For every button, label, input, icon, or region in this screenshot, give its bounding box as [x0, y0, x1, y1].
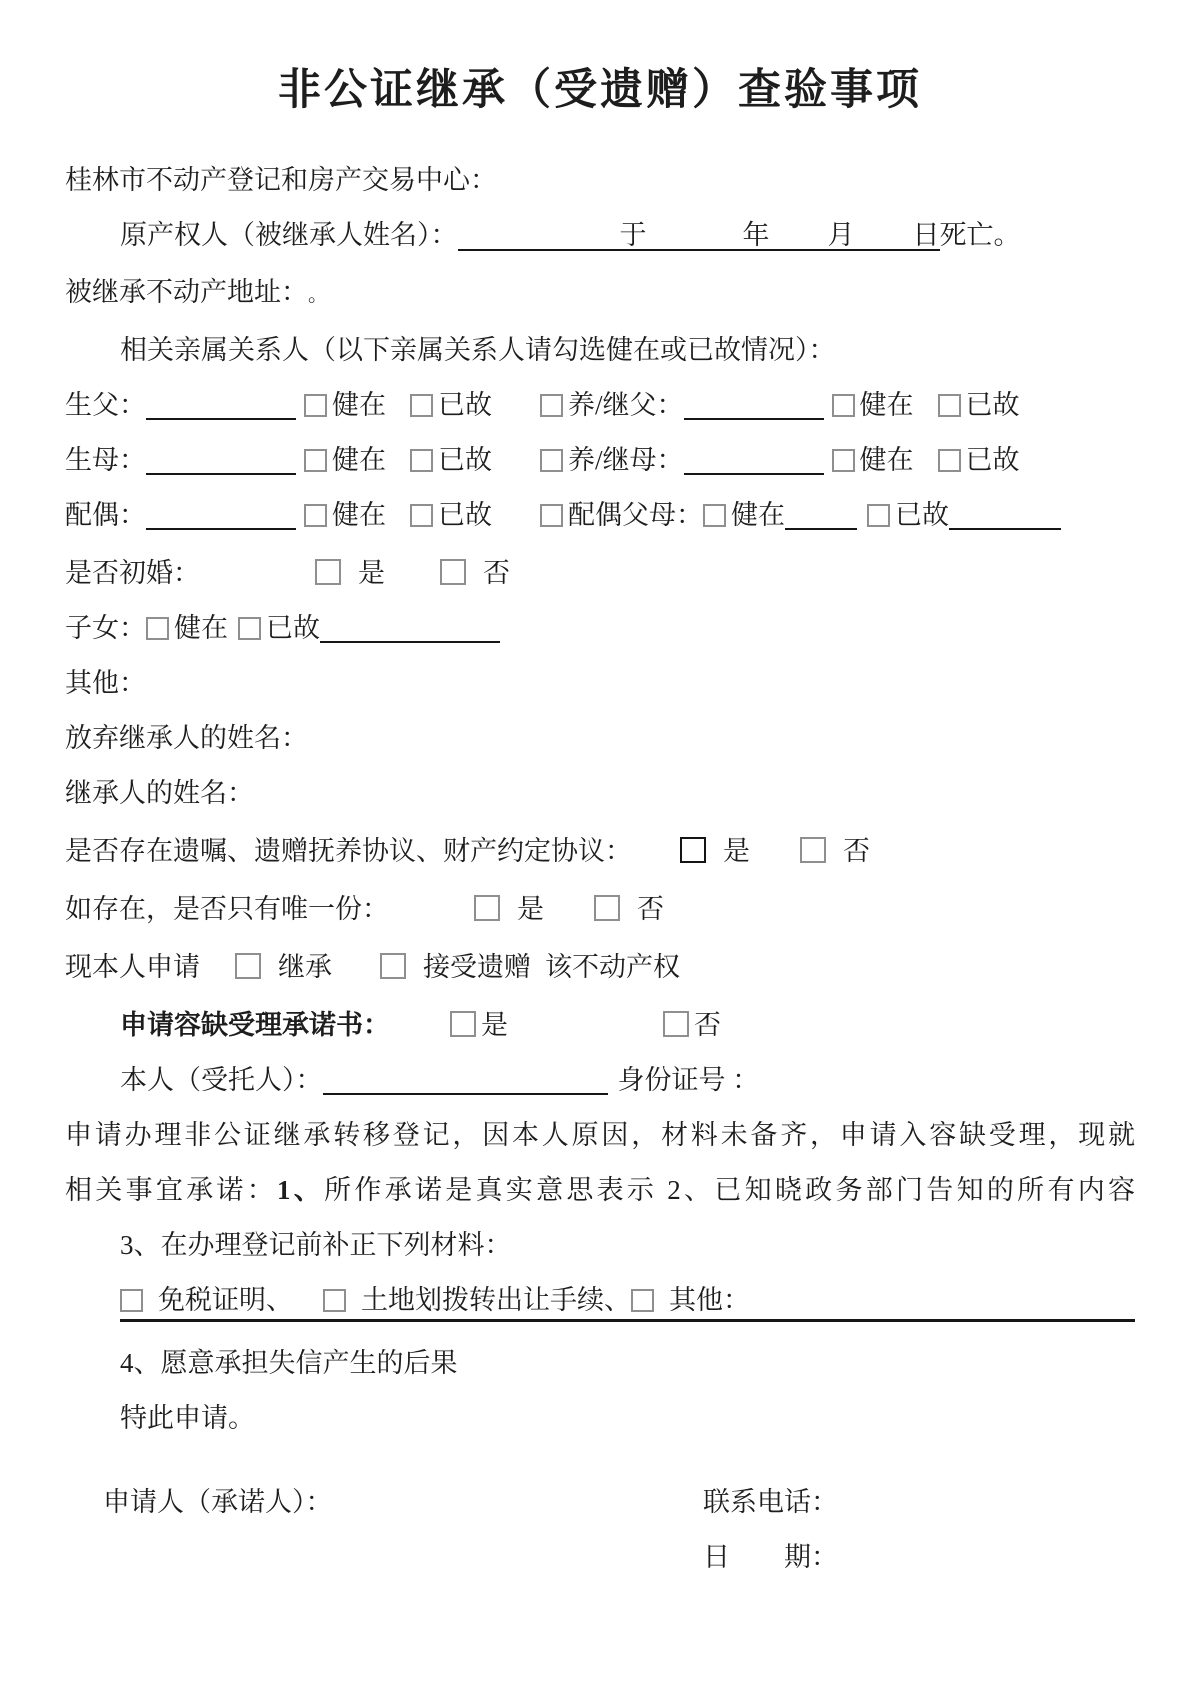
row-renounce [65, 724, 1135, 752]
checkbox-birth-father-deceased[interactable] [410, 394, 433, 417]
checkbox-material-land[interactable] [323, 1289, 346, 1312]
adoptive-father-alive-label: 健在 [859, 390, 914, 420]
birth-father-alive-label: 健在 [332, 390, 386, 420]
checkbox-spouse-deceased[interactable] [410, 504, 433, 527]
material-tax-label: 免税证明、 [158, 1285, 293, 1315]
recipient-line [65, 166, 1135, 194]
spouse-group [65, 501, 540, 529]
first-marriage-yes-label: 是 [358, 558, 385, 588]
spouse-deceased-label: 已故 [438, 500, 492, 530]
form-title: 非公证继承（受遗赠）查验事项 [278, 67, 922, 114]
row-item3 [120, 1231, 1135, 1259]
date-label: 日 期： [703, 1542, 838, 1572]
spouse-name-field[interactable] [146, 528, 296, 530]
checkbox-unique-yes[interactable] [474, 895, 500, 921]
checkbox-will-no[interactable] [800, 837, 826, 863]
checkbox-material-tax[interactable] [120, 1289, 143, 1312]
spouse-parents-label: 配偶父母： [568, 500, 703, 530]
row-date [103, 1543, 1135, 1571]
address-period: 。 [308, 284, 328, 306]
adoptive-mother-group [540, 445, 1020, 475]
checkbox-material-other[interactable] [631, 1289, 654, 1312]
id-number-label: 身份证号 ： [617, 1065, 760, 1095]
item4-label: 4、愿意承担失信产生的后果 [120, 1348, 458, 1378]
spouse-parents-alive-field[interactable] [785, 528, 857, 530]
checkbox-spouse-parents-alive[interactable] [703, 504, 726, 527]
address-line [65, 278, 1135, 309]
decedent-name-death-date-field[interactable] [458, 221, 940, 251]
apply-prefix-label: 现本人申请 [65, 952, 200, 982]
spouse-alive-label: 健在 [332, 500, 386, 530]
row-item4 [120, 1349, 1135, 1377]
apply-inherit-label: 继承 [278, 952, 332, 982]
spouse-parents-group [540, 501, 1015, 529]
commitment-line2 [65, 1176, 1135, 1204]
spouse-parents-deceased-label: 已故 [895, 500, 949, 530]
row-agent [120, 1066, 1135, 1094]
row-first-marriage [65, 556, 1135, 587]
row-tolerance [120, 1008, 1135, 1039]
decedent-died-suffix: 死亡。 [939, 220, 1021, 250]
checkbox-first-marriage-yes[interactable] [315, 559, 341, 585]
item3-label: 3、在办理登记前补正下列材料： [120, 1230, 512, 1260]
row-mothers [65, 446, 1135, 474]
relatives-intro-label: 相关亲属关系人（以下亲属关系人请勾选健在或已故情况）： [120, 335, 836, 365]
checkbox-spouse-alive[interactable] [304, 504, 327, 527]
row-will-question [65, 834, 1135, 865]
decedent-year-label: 年 [742, 220, 770, 250]
row-heir [65, 779, 1135, 807]
birth-father-label: 生父： [65, 390, 146, 420]
agent-label: 本人（受托人）： [120, 1065, 323, 1095]
checkbox-birth-father-alive[interactable] [304, 394, 327, 417]
birth-mother-name-field[interactable] [146, 473, 296, 475]
checkbox-children-alive[interactable] [146, 617, 169, 640]
adoptive-mother-label: 养/继母： [568, 445, 684, 475]
checkbox-children-deceased[interactable] [238, 617, 261, 640]
decedent-line [120, 221, 1135, 251]
checkbox-adoptive-father-alive[interactable] [832, 394, 855, 417]
birth-mother-alive-label: 健在 [332, 445, 386, 475]
will-no-label: 否 [843, 836, 870, 866]
row-materials [120, 1286, 1135, 1322]
children-deceased-label: 已故 [266, 613, 320, 643]
row-closing [120, 1404, 1135, 1432]
relatives-intro-line [120, 336, 1135, 364]
commitment-line2-prefix: 相关事宜承诺： [65, 1175, 277, 1205]
decedent-month-label: 月 [827, 220, 855, 250]
children-deceased-field[interactable] [320, 641, 500, 643]
commitment-line2-number: 1、 [277, 1175, 325, 1205]
unique-no-label: 否 [637, 894, 664, 924]
row-unique-question [65, 892, 1135, 923]
other-label: 其他： [65, 668, 146, 698]
commitment-line2-rest: 所作承诺是真实意思表示 2、已知晓政务部门告知的所有内容 [324, 1175, 1136, 1205]
checkbox-adoptive-father[interactable] [540, 394, 563, 417]
apply-bequest-label: 接受遗赠 [423, 952, 531, 982]
will-question-label: 是否存在遗嘱、遗赠抚养协议、财产约定协议： [65, 836, 632, 866]
spouse-parents-alive-label: 健在 [731, 500, 785, 530]
agent-name-field[interactable] [323, 1093, 608, 1095]
birth-mother-label: 生母： [65, 445, 146, 475]
checkbox-adoptive-father-deceased[interactable] [938, 394, 961, 417]
spouse-label: 配偶： [65, 500, 146, 530]
tolerance-no-label: 否 [694, 1010, 721, 1040]
checkbox-spouse-parents-deceased[interactable] [867, 504, 890, 527]
tolerance-label: 申请容缺受理承诺书： [120, 1010, 390, 1040]
birth-father-name-field[interactable] [146, 418, 296, 420]
checkbox-adoptive-mother-deceased[interactable] [938, 449, 961, 472]
commitment-line1: 申请办理非公证继承转移登记，因本人原因，材料未备齐，申请入容缺受理，现就 [65, 1120, 1135, 1150]
checkbox-birth-mother-deceased[interactable] [410, 449, 433, 472]
apply-suffix-label: 该不动产权 [545, 952, 680, 982]
adoptive-father-group [540, 390, 1020, 420]
unique-yes-label: 是 [517, 894, 544, 924]
recipient-label: 桂林市不动产登记和房产交易中心： [65, 165, 497, 195]
decedent-label: 原产权人（被继承人姓名）： [120, 220, 458, 250]
adoptive-father-name-field[interactable] [684, 418, 824, 420]
checkbox-birth-mother-alive[interactable] [304, 449, 327, 472]
row-fathers [65, 391, 1135, 419]
checkbox-adoptive-mother-alive[interactable] [832, 449, 855, 472]
heir-label: 继承人的姓名： [65, 778, 254, 808]
spouse-parents-deceased-field[interactable] [949, 528, 1061, 530]
birth-mother-group [65, 446, 540, 474]
birth-father-group [65, 391, 540, 419]
adoptive-father-deceased-label: 已故 [965, 390, 1020, 420]
row-children [65, 614, 1135, 642]
decedent-yu-label: 于 [619, 220, 647, 250]
row-other [65, 669, 1135, 697]
checkbox-tolerance-no[interactable] [663, 1011, 689, 1037]
phone-label: 联系电话： [703, 1487, 838, 1517]
checkbox-spouse-parents[interactable] [540, 504, 563, 527]
checkbox-apply-bequest[interactable] [380, 953, 406, 979]
address-label: 被继承不动产地址： [65, 277, 308, 307]
adoptive-father-label: 养/继父： [568, 390, 684, 420]
will-yes-label: 是 [723, 836, 750, 866]
checkbox-will-yes[interactable] [680, 837, 706, 863]
material-other-label: 其他： [669, 1285, 750, 1315]
first-marriage-no-label: 否 [483, 558, 510, 588]
material-land-label: 土地划拨转出让手续、 [361, 1285, 631, 1315]
applicant-label: 申请人（承诺人）： [103, 1487, 333, 1517]
adoptive-mother-name-field[interactable] [684, 473, 824, 475]
checkbox-first-marriage-no[interactable] [440, 559, 466, 585]
adoptive-mother-deceased-label: 已故 [965, 445, 1020, 475]
row-signature [103, 1488, 1135, 1516]
adoptive-mother-alive-label: 健在 [859, 445, 914, 475]
children-label: 子女： [65, 613, 146, 643]
checkbox-apply-inherit[interactable] [235, 953, 261, 979]
row-spouse [65, 501, 1135, 529]
tolerance-yes-label: 是 [481, 1010, 508, 1040]
unique-question-label: 如存在，是否只有唯一份： [65, 894, 389, 924]
children-alive-label: 健在 [174, 613, 228, 643]
row-apply [65, 950, 1135, 981]
checkbox-adoptive-mother[interactable] [540, 449, 563, 472]
birth-mother-deceased-label: 已故 [438, 445, 492, 475]
renounce-label: 放弃继承人的姓名： [65, 723, 308, 753]
decedent-day-label: 日 [912, 220, 940, 250]
checkbox-tolerance-yes[interactable] [450, 1011, 476, 1037]
first-marriage-label: 是否初婚： [65, 558, 200, 588]
birth-father-deceased-label: 已故 [438, 390, 492, 420]
closing-label: 特此申请。 [120, 1403, 255, 1433]
checkbox-unique-no[interactable] [594, 895, 620, 921]
